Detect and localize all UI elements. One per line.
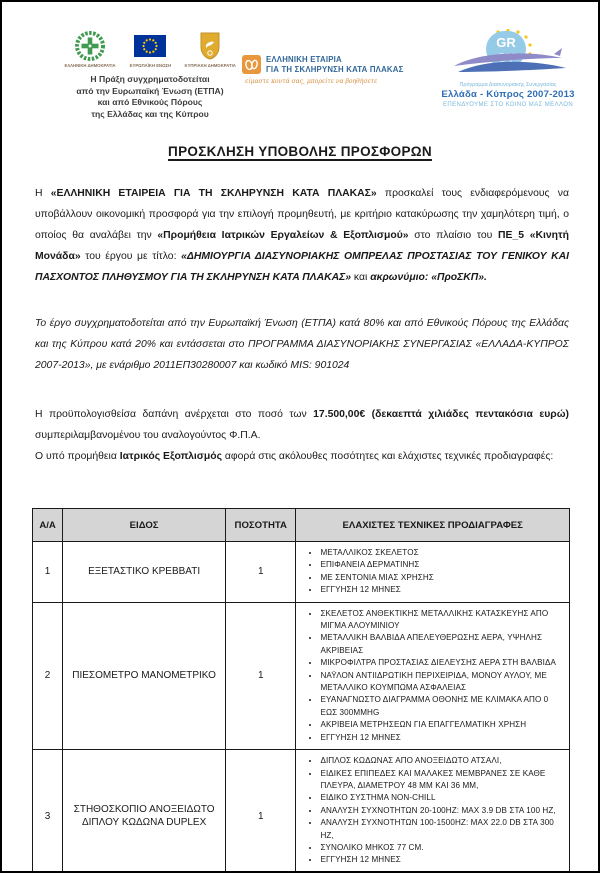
- flag-label: ΕΛΛΗΝΙΚΗ ΔΗΜΟΚΡΑΤΙΑ: [64, 63, 116, 69]
- cofinance-line: από την Ευρωπαϊκή Ένωση (ΕΤΠΑ): [76, 85, 224, 96]
- spec-item: • ΑΝΑΛΥΣΗ ΣΥΧΝΟΤΗΤΩΝ 100-1500HZ: MAX 22.0 DB ΣΤΑ 300 HZ,: [320, 817, 565, 842]
- spec-item: • ΣΚΕΛΕΤΟΣ ΑΝΘΕΚΤΙΚΗΣ ΜΕΤΑΛΛΙΚΗΣ ΚΑΤΑΣΚΕΥΗΣ ΑΠΟ ΜΙΓΜΑ ΑΛΟΥΜΙΝΙΟΥ: [320, 608, 565, 633]
- spec-list: [296, 608, 565, 744]
- text-run: συμπεριλαμβανομένου του αναλογούντος Φ.Π.Α.: [35, 430, 261, 441]
- spec-item: • ΜΕΤΑΛΛΙΚΟΣ ΣΚΕΛΕΤΟΣ: [320, 547, 565, 559]
- spec-item: • ΕΠΙΦΑΝΕΙΑ ΔΕΡΜΑΤΙΝΗΣ: [320, 559, 565, 571]
- text-run: του έργου με τίτλο:: [80, 251, 182, 262]
- paragraph-equipment-intro: [35, 446, 569, 467]
- body-paragraphs: [35, 183, 569, 467]
- text-run: 17.500,00€ (δεκαεπτά χιλιάδες πεντακόσια ευρώ): [313, 409, 569, 420]
- spec-item: • ΕΓΓΥΗΣΗ 12 ΜΗΝΕΣ: [320, 732, 565, 744]
- table-header-row: [33, 509, 570, 542]
- flag-label: ΚΥΠΡΙΑΚΗ ΔΗΜΟΚΡΑΤΙΑ: [184, 63, 236, 69]
- cell-item-name: ΣΤΗΘΟΣΚΟΠΙΟ ΑΝΟΞΕΙΔΩΤΟ ΔΙΠΛΟΥ ΚΩΔΩΝΑ DUPLEX: [63, 750, 226, 873]
- text-run: «Προμήθεια Ιατρικών Εργαλείων & Εξοπλισμού»: [157, 230, 409, 241]
- text-run: «ΔΗΜΙΟΥΡΓΙΑ ΔΙΑΣΥΝΟΡΙΑΚΗΣ ΟΜΠΡΕΛΑΣ ΠΡΟΣΤΑΣΙΑΣ ΤΟΥ ΓΕΝΙΚΟΥ ΚΑΙ ΠΑΣΧΟΝΤΟΣ ΠΛΗΘΥΣΜΟΥ ΓΙΑ ΤΗ ΣΚΛΗΡΥΝΣΗ ΚΑΤΑ ΠΛΑΚΑΣ»: [35, 251, 569, 283]
- cell-index: 1: [33, 542, 63, 603]
- cyprus-emblem-icon: [198, 30, 222, 62]
- flag-label: ΕΥΡΩΠΑΪΚΗ ΕΝΩΣΗ: [129, 63, 171, 69]
- page-title: ΠΡΟΣΚΛΗΣΗ ΥΠΟΒΟΛΗΣ ΠΡΟΣΦΟΡΩΝ: [168, 144, 432, 159]
- spec-item: • ΑΚΡΙΒΕΙΑ ΜΕΤΡΗΣΕΩΝ ΓΙΑ ΕΠΑΓΓΕΛΜΑΤΙΚΗ ΧΡΗΣΗ: [320, 719, 565, 731]
- grcy-program-motto: ΕΠΕΝΔΥΟΥΜΕ ΣΤΟ ΚΟΙΝΟ ΜΑΣ ΜΕΛΛΟΝ: [442, 102, 574, 108]
- table-row: [33, 750, 570, 873]
- eu-flag-icon: [134, 30, 166, 62]
- eu-flag-logo: [127, 30, 173, 69]
- spec-list: [296, 547, 565, 597]
- cell-quantity: 1: [226, 542, 296, 603]
- cell-index: 2: [33, 602, 63, 749]
- text-run: στο πλαίσιο του: [408, 230, 498, 241]
- svg-text:GR: GR: [496, 35, 516, 50]
- spec-list: [296, 755, 565, 867]
- text-run: Ο υπό προμήθεια: [35, 451, 120, 462]
- spec-item: • ΕΙΔΙΚΟ ΣΥΣΤΗΜΑ NON-CHILL: [320, 792, 565, 804]
- spec-item: • ΜΕΤΑΛΛΙΚΗ ΒΑΛΒΙΔΑ ΑΠΕΛΕΥΘΕΡΩΣΗΣ ΑΕΡΑ, ΥΨΗΛΗΣ ΑΚΡΙΒΕΙΑΣ: [320, 632, 565, 657]
- funding-logos-block: [64, 30, 236, 120]
- grcy-dolphins-icon: [434, 28, 582, 80]
- spec-item: • ΜΕ ΣΕΝΤΟΝΙΑ ΜΙΑΣ ΧΡΗΣΗΣ: [320, 572, 565, 584]
- spec-item: • ΕΓΓΥΗΣΗ 12 ΜΗΝΕΣ: [320, 854, 565, 866]
- spec-item: • ΝΑΫΛΟΝ ΑΝΤΙΙΔΡΩΤΙΚΗ ΠΕΡΙΧΕΙΡΙΔΑ, ΜΟΝΟΥ ΑΥΛΟΥ, ΜΕ ΜΕΤΑΛΛΙΚΟ ΚΟΥΜΠΩΜΑ ΑΣΦΑΛΕΙΑΣ: [320, 670, 565, 695]
- cell-quantity: 1: [226, 602, 296, 749]
- grcy-program-logo-block: [434, 28, 582, 108]
- cell-item-name: ΕΞΕΤΑΣΤΙΚΟ ΚΡΕΒΒΑΤΙ: [63, 542, 226, 603]
- header-cell-item: ΕΙΔΟΣ: [63, 509, 226, 542]
- table-row: [33, 602, 570, 749]
- paragraph-cofinancing: [35, 313, 569, 376]
- text-run: προσκαλεί τους ενδιαφερόμενους να υποβάλλουν οικονομική προσφορά για την επιλογή προμηθευτή, με κριτήριο κατακύρωσης την χαμηλότερη τιμή, ο οποίος θα αναλάβει την: [35, 188, 569, 241]
- cofinance-text: [64, 74, 236, 120]
- ems-society-icon: [242, 55, 261, 74]
- cell-item-name: ΠΙΕΣΟΜΕΤΡΟ ΜΑΝΟΜΕΤΡΙΚΟ: [63, 602, 226, 749]
- cofinance-line: της Ελλάδας και της Κύπρου: [91, 108, 209, 119]
- table-row: [33, 542, 570, 603]
- cofinance-line: Η Πράξη συγχρηματοδοτείται: [90, 74, 210, 84]
- text-run: αφορά στις ακόλουθες ποσότητες και ελάχιστες τεχνικές προδιαγραφές:: [222, 451, 554, 462]
- text-run: ΠΕ_5 «Κινητή Μονάδα»: [35, 230, 569, 262]
- header-cell-index: Α/Α: [33, 509, 63, 542]
- text-run: και: [351, 272, 371, 283]
- cell-specifications: [296, 750, 570, 873]
- ems-name-line1: ΕΛΛΗΝΙΚΗ ΕΤΑΙΡΙΑ: [266, 55, 342, 64]
- spec-item: • ΜΙΚΡΟΦΙΛΤΡΑ ΠΡΟΣΤΑΣΙΑΣ ΔΙΕΛΕΥΣΗΣ ΑΕΡΑ ΣΤΗ ΒΑΛΒΙΔΑ: [320, 657, 565, 669]
- spec-item: • ΑΝΑΛΥΣΗ ΣΥΧΝΟΤΗΤΩΝ 20-100HZ: MAX 3.9 DB ΣΤΑ 100 HZ,: [320, 805, 565, 817]
- text-run: «ΕΛΛΗΝΙΚΗ ΕΤΑΙΡΕΙΑ ΓΙΑ ΤΗ ΣΚΛΗΡΥΝΣΗ ΚΑΤΑ ΠΛΑΚΑΣ»: [50, 188, 377, 199]
- grcy-program-subtitle: Πρόγραμμα Διασυνοριακής Συνεργασίας: [459, 82, 557, 88]
- specs-table: [32, 508, 570, 873]
- header-cell-specs: ΕΛΑΧΙΣΤΕΣ ΤΕΧΝΙΚΕΣ ΠΡΟΔΙΑΓΡΑΦΕΣ: [296, 509, 570, 542]
- cell-specifications: [296, 602, 570, 749]
- paragraph-budget: [35, 404, 569, 446]
- ems-society-name: [266, 55, 403, 74]
- text-run: Ιατρικός Εξοπλισμός: [119, 451, 222, 462]
- text-run: ακρωνύμιο: «ΠροΣΚΠ».: [370, 272, 487, 283]
- cofinance-line: και από Εθνικούς Πόρους: [97, 97, 203, 107]
- cell-specifications: [296, 542, 570, 603]
- cyprus-emblem-logo: [184, 30, 236, 69]
- paragraph-invitation: [35, 183, 569, 288]
- table-body: [33, 542, 570, 873]
- text-run: Η προϋπολογισθείσα δαπάνη ανέρχεται στο ποσό των: [35, 409, 314, 420]
- cell-index: 3: [33, 750, 63, 873]
- ems-name-line2: ΓΙΑ ΤΗ ΣΚΛΗΡΥΝΣΗ ΚΑΤΑ ΠΛΑΚΑΣ: [266, 64, 404, 74]
- ems-logo-block: [242, 55, 422, 85]
- text-run: Η: [35, 188, 51, 199]
- greece-emblem-logo: [64, 30, 116, 69]
- ems-tagline: είμαστε κοντά σας, μπορείτε να βοηθήσετε: [245, 78, 378, 85]
- cell-quantity: 1: [226, 750, 296, 873]
- spec-item: • ΣΥΝΟΛΙΚΟ ΜΗΚΟΣ 77 CM.: [320, 842, 565, 854]
- grcy-program-title: Ελλάδα - Κύπρος 2007-2013: [441, 89, 575, 100]
- header-cell-quantity: ΠΟΣΟΤΗΤΑ: [226, 509, 296, 542]
- spec-item: • ΕΙΔΙΚΕΣ ΕΠΙΠΕΔΕΣ ΚΑΙ ΜΑΛΑΚΕΣ ΜΕΜΒΡΑΝΕΣ ΣΕ ΚΑΘΕ ΠΛΕΥΡΑ, ΔΙΑΜΕΤΡΟΥ 48 ΜΜ ΚΑΙ 36 ΜΜ,: [320, 768, 565, 793]
- greece-emblem-icon: [75, 30, 105, 62]
- text-run: Το έργο συγχρηματοδοτείται από την Ευρωπαϊκή Ένωση (ΕΤΠΑ) κατά 80% και από Εθνικούς Πόρους της Ελλάδας και της Κύπρου κατά 20% και εντάσσεται στο ΠΡΟΓΡΑΜΜΑ ΔΙΑΣΥΝΟΡΙΑΚΗΣ ΣΥΝΕΡΓΑΣΙΑΣ «ΕΛΛΑΔΑ-ΚΥΠΡΟΣ 2007-2013», με ενάριθμο 2011ΕΠ30280007 και κωδικό MIS: 901024: [35, 318, 569, 371]
- spec-item: • ΕΥΑΝΑΓΝΩΣΤΟ ΔΙΑΓΡΑΜΜΑ ΟΘΟΝΗΣ ΜΕ ΚΛΙΜΑΚΑ ΑΠΟ 0 ΕΩΣ 300MMHG: [320, 694, 565, 719]
- spec-item: • ΔΙΠΛΟΣ ΚΩΔΩΝΑΣ ΑΠΟ ΑΝΟΞΕΙΔΩΤΟ ΑΤΣΑΛΙ,: [320, 755, 565, 767]
- flags-row: [64, 30, 236, 69]
- spec-item: • ΕΓΓΥΗΣΗ 12 ΜΗΝΕΣ: [320, 584, 565, 596]
